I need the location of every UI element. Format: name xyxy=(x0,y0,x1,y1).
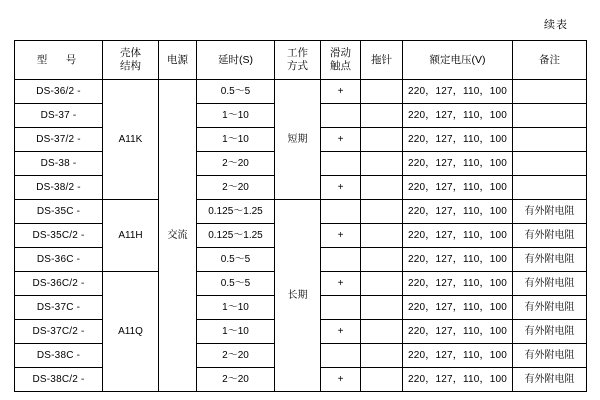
cell-model: DS-38C/2 - xyxy=(15,368,103,392)
cell-drag-pin xyxy=(361,80,403,104)
cell-drag-pin xyxy=(361,296,403,320)
cell-slide-contact xyxy=(321,152,361,176)
table-row xyxy=(15,80,587,104)
column-header-drag-pin: 拖针 xyxy=(361,41,403,80)
cell-drag-pin xyxy=(361,344,403,368)
cell-rated-voltage: 220，127，110，100 xyxy=(403,344,513,368)
cell-delay: 2～20 xyxy=(197,176,275,200)
cell-drag-pin xyxy=(361,248,403,272)
table-body xyxy=(15,80,587,392)
cell-slide-contact: + xyxy=(321,80,361,104)
cell-rated-voltage: 220，127，110，100 xyxy=(403,320,513,344)
cell-slide-contact xyxy=(321,344,361,368)
cell-model: DS-36C/2 - xyxy=(15,272,103,296)
cell-model: DS-37C/2 - xyxy=(15,320,103,344)
cell-remark: 有外附电阻 xyxy=(513,368,587,392)
cell-rated-voltage: 220，127，110，100 xyxy=(403,368,513,392)
cell-slide-contact: + xyxy=(321,272,361,296)
cell-drag-pin xyxy=(361,200,403,224)
cell-remark: 有外附电阻 xyxy=(513,296,587,320)
cell-rated-voltage: 220，127，110，100 xyxy=(403,104,513,128)
cell-delay: 1～10 xyxy=(197,128,275,152)
column-header-delay: 延时(S) xyxy=(197,41,275,80)
cell-rated-voltage: 220，127，110，100 xyxy=(403,224,513,248)
cell-remark xyxy=(513,176,587,200)
cell-model: DS-37/2 - xyxy=(15,128,103,152)
cell-delay: 1～10 xyxy=(197,320,275,344)
column-header-rated-voltage: 额定电压(V) xyxy=(403,41,513,80)
cell-drag-pin xyxy=(361,224,403,248)
cell-shell-structure: A11K xyxy=(103,80,159,200)
cell-model: DS-36C - xyxy=(15,248,103,272)
cell-slide-contact xyxy=(321,296,361,320)
cell-work-mode: 短期 xyxy=(275,80,321,200)
cell-rated-voltage: 220，127，110，100 xyxy=(403,176,513,200)
cell-delay: 1～10 xyxy=(197,296,275,320)
cell-slide-contact xyxy=(321,200,361,224)
cell-delay: 0.5～5 xyxy=(197,80,275,104)
specification-table-container xyxy=(14,40,586,392)
cell-drag-pin xyxy=(361,128,403,152)
column-header-work-mode: 工作 方式 xyxy=(275,41,321,80)
cell-drag-pin xyxy=(361,104,403,128)
table-header-row xyxy=(15,41,587,80)
cell-drag-pin xyxy=(361,176,403,200)
column-header-power: 电源 xyxy=(159,41,197,80)
cell-drag-pin xyxy=(361,152,403,176)
cell-remark: 有外附电阻 xyxy=(513,200,587,224)
cell-delay: 0.5～5 xyxy=(197,248,275,272)
cell-delay: 2～20 xyxy=(197,152,275,176)
cell-rated-voltage: 220，127，110，100 xyxy=(403,152,513,176)
cell-remark: 有外附电阻 xyxy=(513,224,587,248)
cell-delay: 0.125～1.25 xyxy=(197,224,275,248)
cell-model: DS-35C - xyxy=(15,200,103,224)
column-header-model: 型 号 xyxy=(15,41,103,80)
cell-slide-contact: + xyxy=(321,128,361,152)
cell-rated-voltage: 220，127，110，100 xyxy=(403,128,513,152)
cell-rated-voltage: 220，127，110，100 xyxy=(403,200,513,224)
cell-drag-pin xyxy=(361,368,403,392)
column-header-remark: 备注 xyxy=(513,41,587,80)
cell-rated-voltage: 220，127，110，100 xyxy=(403,80,513,104)
cell-slide-contact: + xyxy=(321,368,361,392)
cell-model: DS-37 - xyxy=(15,104,103,128)
cell-rated-voltage: 220，127，110，100 xyxy=(403,296,513,320)
specification-table xyxy=(14,40,587,392)
cell-power: 交流 xyxy=(159,80,197,392)
cell-delay: 2～20 xyxy=(197,368,275,392)
cell-drag-pin xyxy=(361,272,403,296)
cell-model: DS-38 - xyxy=(15,152,103,176)
table-row xyxy=(15,200,587,224)
cell-remark: 有外附电阻 xyxy=(513,320,587,344)
cell-delay: 0.5～5 xyxy=(197,272,275,296)
cell-remark xyxy=(513,80,587,104)
cell-remark xyxy=(513,152,587,176)
column-header-slide-contact: 滑动 触点 xyxy=(321,41,361,80)
cell-model: DS-35C/2 - xyxy=(15,224,103,248)
cell-remark: 有外附电阻 xyxy=(513,272,587,296)
cell-slide-contact xyxy=(321,104,361,128)
cell-slide-contact: + xyxy=(321,176,361,200)
cell-work-mode: 长期 xyxy=(275,200,321,392)
cell-model: DS-37C - xyxy=(15,296,103,320)
cell-remark: 有外附电阻 xyxy=(513,248,587,272)
cell-slide-contact: + xyxy=(321,320,361,344)
cell-remark: 有外附电阻 xyxy=(513,344,587,368)
cell-rated-voltage: 220，127，110，100 xyxy=(403,272,513,296)
cell-drag-pin xyxy=(361,320,403,344)
continued-table-label: 续表 xyxy=(544,19,568,31)
cell-model: DS-38C - xyxy=(15,344,103,368)
column-header-shell-structure: 壳体 结构 xyxy=(103,41,159,80)
cell-delay: 1～10 xyxy=(197,104,275,128)
cell-model: DS-36/2 - xyxy=(15,80,103,104)
cell-shell-structure: A11Q xyxy=(103,272,159,392)
cell-remark xyxy=(513,128,587,152)
cell-delay: 0.125～1.25 xyxy=(197,200,275,224)
cell-remark xyxy=(513,104,587,128)
cell-shell-structure: A11H xyxy=(103,200,159,272)
cell-model: DS-38/2 - xyxy=(15,176,103,200)
cell-slide-contact xyxy=(321,248,361,272)
cell-rated-voltage: 220，127，110，100 xyxy=(403,248,513,272)
cell-delay: 2～20 xyxy=(197,344,275,368)
cell-slide-contact: + xyxy=(321,224,361,248)
